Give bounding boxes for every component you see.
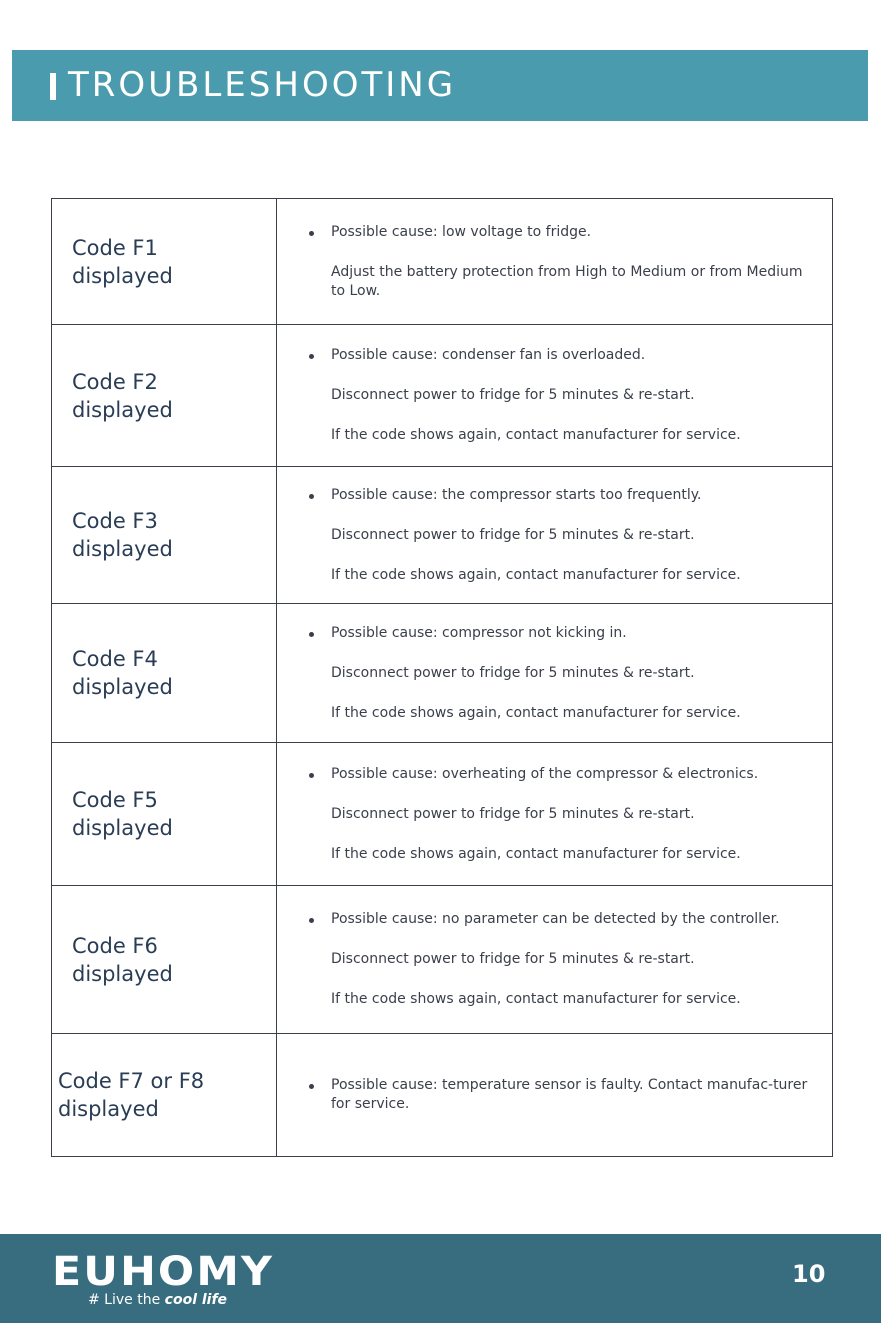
description-text: Disconnect power to fridge for 5 minutes & re-start. [331, 664, 695, 681]
table-row [52, 467, 833, 604]
description-text: If the code shows again, contact manufacturer for service. [331, 845, 741, 862]
bullet-icon [309, 632, 314, 637]
error-code-label: Code F7 or F8 displayed [58, 1069, 205, 1121]
description-list [309, 1076, 812, 1114]
error-code-label: Code F3 displayed [72, 509, 173, 561]
error-code-label: Code F2 displayed [72, 369, 173, 422]
description-text: Disconnect power to fridge for 5 minutes & re-start. [331, 951, 695, 967]
description-line [309, 704, 812, 723]
description-text: Possible cause: no parameter can be detected by the controller. [331, 911, 780, 927]
description-cell [277, 325, 833, 467]
bullet-icon [309, 773, 314, 778]
description-text: If the code shows again, contact manufacturer for service. [331, 704, 741, 721]
description-text: Adjust the battery protection from High to Medium or from Medium to Low. [331, 263, 803, 299]
description-line [309, 664, 812, 683]
description-text: If the code shows again, contact manufacturer for service. [331, 427, 741, 443]
description-text: Possible cause: condenser fan is overloaded. [331, 347, 646, 363]
code-cell [52, 325, 277, 467]
description-text: Disconnect power to fridge for 5 minutes & re-start. [331, 805, 695, 822]
description-cell [277, 886, 833, 1034]
table-row [52, 743, 833, 886]
description-text: Possible cause: compressor not kicking in. [331, 624, 627, 641]
description-line [309, 486, 812, 505]
description-list [309, 910, 812, 1009]
description-text: Disconnect power to fridge for 5 minutes & re-start. [331, 526, 695, 543]
description-line [309, 346, 812, 365]
table-row [52, 199, 833, 325]
description-cell [277, 1034, 833, 1157]
code-cell [52, 467, 277, 604]
error-code-label: Code F1 displayed [72, 235, 173, 288]
description-cell [277, 604, 833, 743]
bullet-icon [309, 1084, 314, 1089]
description-cell [277, 743, 833, 886]
description-text: Disconnect power to fridge for 5 minutes & re-start. [331, 387, 695, 403]
table-row [52, 325, 833, 467]
tagline-emphasis: cool life [164, 1292, 228, 1308]
code-cell [52, 743, 277, 886]
description-line [309, 910, 812, 929]
description-text: Possible cause: overheating of the compressor & electronics. [331, 765, 759, 782]
description-line [309, 1076, 812, 1114]
error-code-label: Code F4 displayed [72, 647, 173, 699]
code-cell [52, 1034, 277, 1157]
bullet-icon [309, 231, 314, 236]
troubleshooting-table [51, 198, 833, 1157]
tagline [88, 1292, 227, 1308]
code-cell [52, 886, 277, 1034]
description-list [309, 486, 812, 585]
description-text: Possible cause: the compressor starts too frequently. [331, 486, 702, 503]
table-row [52, 1034, 833, 1157]
description-text: Possible cause: low voltage to fridge. [331, 223, 592, 240]
code-cell [52, 199, 277, 325]
table-row [52, 604, 833, 743]
description-list [309, 765, 812, 864]
description-line [309, 526, 812, 545]
description-list [309, 223, 812, 301]
description-cell [277, 199, 833, 325]
table-row [52, 886, 833, 1034]
header-accent-bar [50, 73, 56, 100]
description-text: If the code shows again, contact manufacturer for service. [331, 566, 741, 583]
description-text: Possible cause: temperature sensor is faulty. Contact manufac-turer for service. [331, 1077, 808, 1112]
description-line [309, 765, 812, 784]
description-list [309, 346, 812, 445]
description-cell [277, 467, 833, 604]
bullet-icon [309, 918, 314, 923]
description-line [309, 990, 812, 1009]
page-title: TROUBLESHOOTING [68, 65, 457, 105]
error-code-label: Code F6 displayed [72, 933, 173, 986]
description-line [309, 223, 812, 242]
description-line [309, 263, 812, 301]
description-line [309, 805, 812, 824]
bullet-icon [309, 354, 314, 359]
description-line [309, 426, 812, 445]
bullet-icon [309, 494, 314, 499]
description-list [309, 624, 812, 723]
code-cell [52, 604, 277, 743]
description-text: If the code shows again, contact manufacturer for service. [331, 991, 741, 1007]
error-code-label: Code F5 displayed [72, 788, 173, 840]
description-line [309, 950, 812, 969]
description-line [309, 624, 812, 643]
euhomy-logo [52, 1251, 274, 1289]
brand-name: EUHOMY [52, 1251, 274, 1289]
description-line [309, 566, 812, 585]
page-number: 10 [792, 1260, 826, 1288]
tagline-prefix: # Live the [88, 1292, 165, 1308]
description-line [309, 386, 812, 405]
description-line [309, 845, 812, 864]
